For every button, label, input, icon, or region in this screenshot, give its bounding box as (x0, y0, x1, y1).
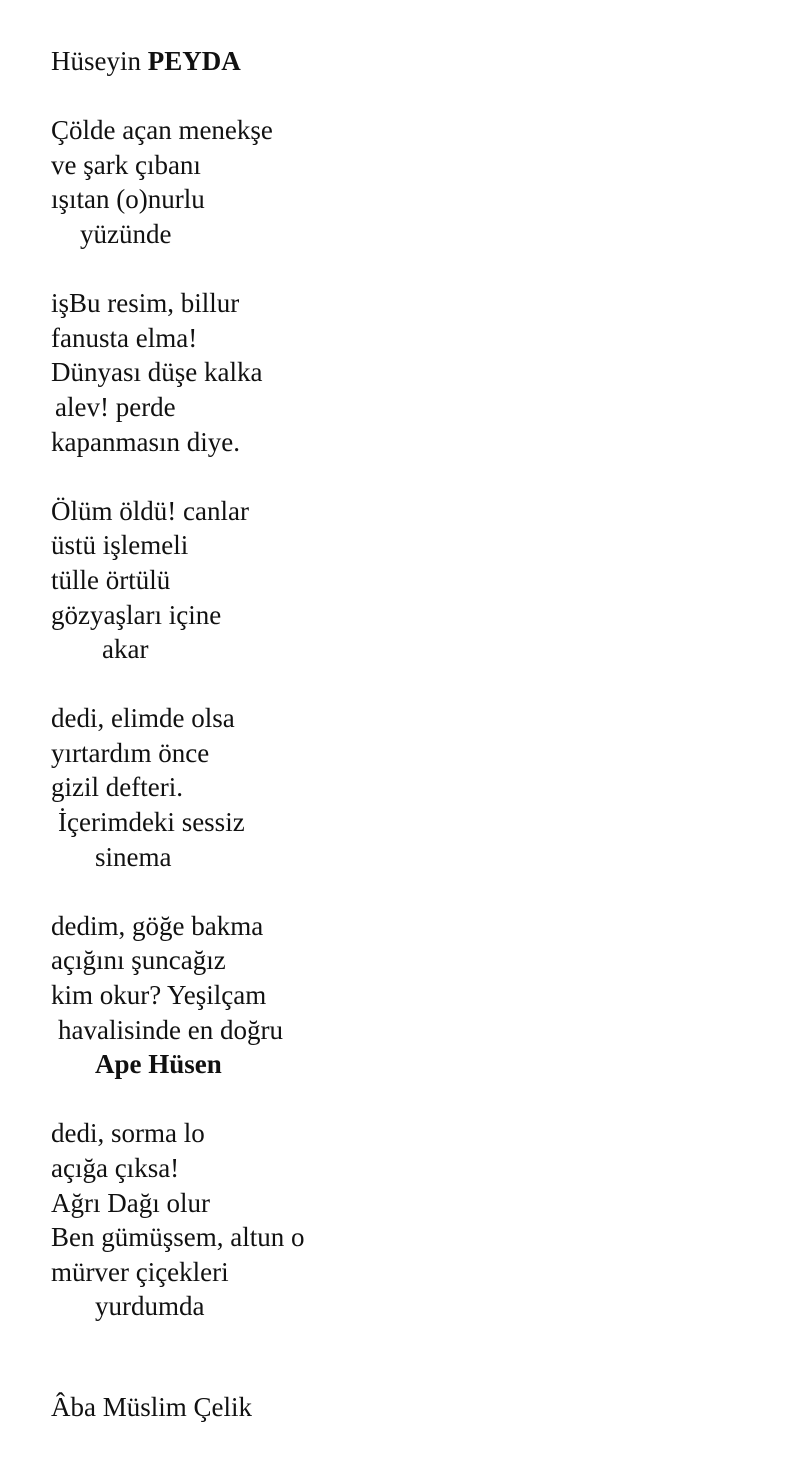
poem-line: kim okur? Yeşilçam (51, 980, 267, 1011)
poem-page (51, 44, 751, 1324)
stanza-1 (51, 113, 751, 251)
poem-line: dedi, sorma lo (51, 1118, 205, 1149)
poem-title (51, 44, 751, 79)
poem-line: mürver çiçekleri (51, 1256, 229, 1287)
poem-line-bold: Ape Hüsen (95, 1049, 222, 1080)
stanza-spacer (51, 1082, 751, 1117)
poem-line: üstü işlemeli (51, 530, 189, 561)
stanza-spacer (51, 79, 751, 114)
stanza-spacer (51, 459, 751, 494)
poet-signature: Âba Müslim Çelik (51, 1392, 252, 1422)
stanza-4 (51, 701, 751, 874)
poem-line: dedim, göğe bakma (51, 910, 264, 941)
poem-line: ve şark çıbanı (51, 149, 201, 180)
poem-line: akar (102, 634, 149, 665)
poem-line: Ağrı Dağı olur (51, 1187, 210, 1218)
poem-line: ışıtan (o)nurlu (51, 184, 205, 215)
poem-line: İçerimdeki sessiz (58, 807, 245, 838)
poem-line: açığını şuncağız (51, 945, 226, 976)
poem-line: yurdumda (95, 1291, 205, 1322)
poem-line: fanusta elma! (51, 322, 198, 353)
stanza-2 (51, 286, 751, 459)
stanza-3 (51, 494, 751, 667)
poem-line: gizil defteri. (51, 772, 183, 803)
poem-line: yırtardım önce (51, 737, 210, 768)
poem-line: havalisinde en doğru (58, 1014, 283, 1045)
stanza-spacer (51, 252, 751, 287)
poem-line: sinema (95, 841, 172, 872)
poem-line: açığa çıksa! (51, 1153, 180, 1183)
poem-line: Çölde açan menekşe (51, 115, 273, 146)
poem-line: tülle örtülü (51, 564, 171, 595)
poem-line: yüzünde (80, 218, 172, 249)
stanza-6 (51, 1116, 751, 1324)
stanza-spacer (51, 667, 751, 702)
author-last-name: PEYDA (147, 46, 241, 76)
poem-line: alev! perde (55, 391, 176, 422)
poem-line: gözyaşları içine (51, 599, 222, 630)
poem-line: Ölüm öldü! canlar (51, 495, 249, 526)
poem-line: kapanmasın diye. (51, 426, 240, 457)
stanza-5 (51, 909, 751, 1082)
stanza-spacer (51, 874, 751, 909)
poem-line: Ben gümüşsem, altun o (51, 1222, 305, 1253)
poem-line: dedi, elimde olsa (51, 703, 235, 734)
poem-line: işBu resim, billur (51, 288, 240, 319)
poem-line: Dünyası düşe kalka (51, 357, 263, 388)
author-first-name: Hüseyin (51, 46, 148, 76)
